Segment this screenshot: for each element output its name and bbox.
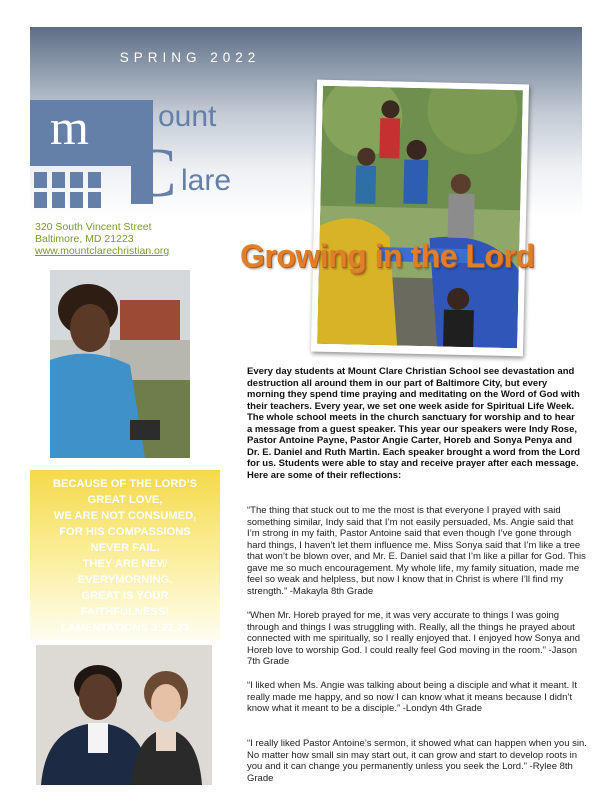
student-quote: “When Mr. Horeb prayed for me, it was very accurate to things I was going through and things I was struggling with. Really, all the things he prayed about connected with me spiritually, so I really enjoyed that. I enjoyed how Sonya and Horeb love to worship God. I could really feel God moving in the room.” -Jason 7th Grade xyxy=(247,610,581,667)
student-quote: “I really liked Pastor Antoine’s sermon, it showed what can happen when you sin. No matter how small sin may start out, it can grow and start to develop roots in you and it can change you permanently unless you seek the Lord.” -Rylee 8th Grade xyxy=(247,738,587,784)
article-title: Growing in the Lord xyxy=(240,238,535,274)
school-address xyxy=(35,221,169,257)
verse-line: EVERYMORNING. xyxy=(77,574,173,586)
student-quote: “The thing that stuck out to me the most is that everyone I prayed with said something similar, Indy said that I’m not easily persuaded, Ms. Angie said that I’m strong in my faith, Pastor Antoine said that even though I’ve gone through hard things, I haven’t let them influence me. Miss Sonya said that I’m like a tree that won’t be blown over, and Mr. E. Daniel said that I’m like a pillar for God. This gave me so much encouragement. My whole life, my family situation, made me feel so weak and helpless, but now I know that in Christ is where I’ll find my strength.” -Makayla 8th Grade xyxy=(247,505,586,597)
student-photo xyxy=(50,270,190,458)
logo-word-lare: lare xyxy=(181,164,232,197)
logo-window xyxy=(88,192,101,208)
scripture-verse xyxy=(30,476,220,636)
article-intro: Every day students at Mount Clare Christian School see devastation and destruction all around them in our part of Baltimore City, but every morning they spend time praying and meditating on the Word of God with their teachers. Every year, we set one week aside for Spiritual Life Week. The whole school meets in the church sanctuary for worship and to hear a message from a guest speaker. This year our speakers were Indy Rose, Pastor Antoine Payne, Pastor Angie Carter, Horeb and Sonya Penya and Dr. E. Daniel and Ruth Martin. Each speaker brought a word from the Lord for us. Students were able to stay and receive prayer after each message. Here are some of their reflections: xyxy=(247,366,581,481)
logo-window xyxy=(88,172,101,188)
school-logo xyxy=(30,92,280,217)
students-photo-image xyxy=(36,645,212,785)
address-city: Baltimore, MD 21223 xyxy=(35,233,134,245)
address-street: 320 South Vincent Street xyxy=(35,221,152,233)
students-photo xyxy=(36,645,212,785)
verse-reference: LAMENTATIONS 3:22,23 xyxy=(60,622,190,634)
logo-window xyxy=(52,172,65,188)
season-label: SPRING 2022 xyxy=(119,50,261,65)
logo-window xyxy=(34,172,47,188)
verse-line: BECAUSE OF THE LORD’S xyxy=(52,478,198,490)
verse-line: THEY ARE NEW xyxy=(82,558,168,570)
logo-window xyxy=(70,192,83,208)
verse-line: GREAT LOVE, xyxy=(87,494,163,506)
student-photo-image xyxy=(50,270,190,458)
logo-letter-c: C xyxy=(130,135,177,212)
logo-window xyxy=(70,172,83,188)
student-quote: “I liked when Ms. Angie was talking about being a disciple and what it meant. It really made me happy, and so now I can know what it means because I didn’t know what it meant to be a disciple.” -Londyn 4th Grade xyxy=(247,680,578,714)
logo-window xyxy=(52,192,65,208)
verse-line: FOR HIS COMPASSIONS xyxy=(59,526,191,538)
website-link[interactable]: www.mountclarechristian.org xyxy=(35,245,170,257)
verse-line: WE ARE NOT CONSUMED, xyxy=(53,510,197,522)
logo-letter-m: m xyxy=(50,99,88,155)
verse-line: NEVER FAIL. xyxy=(90,542,160,554)
verse-line: FAITHFULNESS! xyxy=(80,606,170,618)
logo-window xyxy=(34,192,47,208)
playground-photo xyxy=(311,80,529,357)
verse-line: GREAT IS YOUR xyxy=(81,590,169,602)
logo-word-ount: ount xyxy=(158,100,217,133)
playground-photo-image xyxy=(317,86,523,348)
